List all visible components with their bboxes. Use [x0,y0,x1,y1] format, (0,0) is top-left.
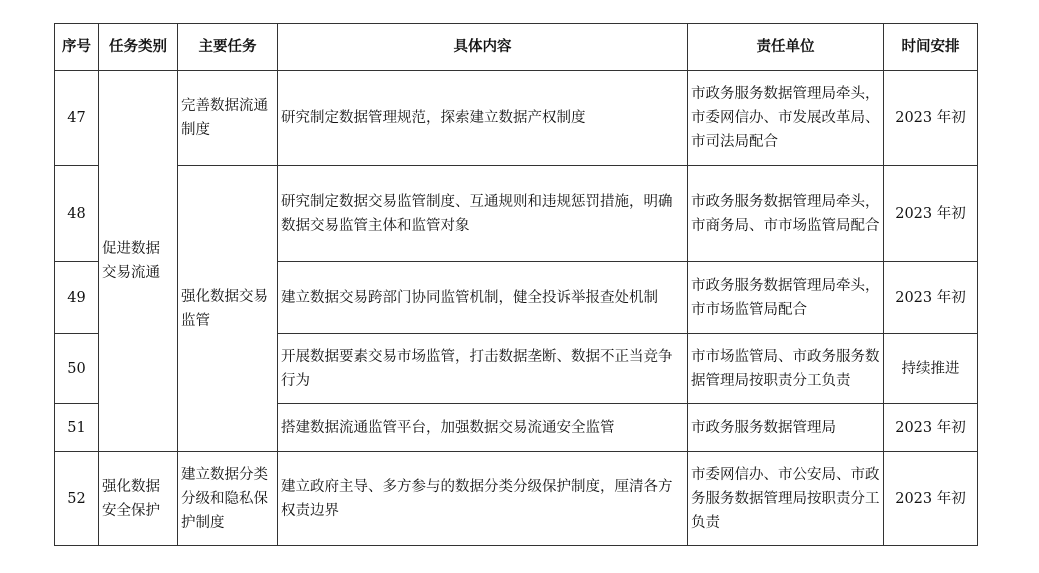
table-row [55,166,978,262]
content-cell: 研究制定数据交易监管制度、互通规则和违规惩罚措施，明确数据交易监管主体和监管对象 [278,166,688,262]
unit-cell: 市政务服务数据管理局牵头，市委网信办、市发展改革局、市司法局配合 [688,71,884,166]
row-number: 52 [55,452,99,546]
row-number: 49 [55,262,99,334]
content-cell: 研究制定数据管理规范，探索建立数据产权制度 [278,71,688,166]
header-num: 序号 [55,24,99,71]
unit-cell: 市委网信办、市公安局、市政务服务数据管理局按职责分工负责 [688,452,884,546]
header-unit: 责任单位 [688,24,884,71]
content-cell: 建立数据交易跨部门协同监管机制，健全投诉举报查处机制 [278,262,688,334]
task-cell: 完善数据流通制度 [178,71,278,166]
task-table [54,23,978,546]
time-cell: 2023 年初 [884,404,978,452]
task-cell: 强化数据交易监管 [178,166,278,452]
unit-cell: 市市场监管局、市政务服务数据管理局按职责分工负责 [688,334,884,404]
header-category: 任务类别 [99,24,178,71]
time-cell: 2023 年初 [884,452,978,546]
unit-cell: 市政务服务数据管理局牵头，市市场监管局配合 [688,262,884,334]
header-row [55,24,978,71]
category-cell: 强化数据安全保护 [99,452,178,546]
content-cell: 建立政府主导、多方参与的数据分类分级保护制度，厘清各方权责边界 [278,452,688,546]
header-task: 主要任务 [178,24,278,71]
time-cell: 持续推进 [884,334,978,404]
row-number: 50 [55,334,99,404]
unit-cell: 市政务服务数据管理局牵头，市商务局、市市场监管局配合 [688,166,884,262]
header-content: 具体内容 [278,24,688,71]
task-cell: 建立数据分类分级和隐私保护制度 [178,452,278,546]
header-time: 时间安排 [884,24,978,71]
category-cell: 促进数据交易流通 [99,71,178,452]
table-row [55,71,978,166]
table-row [55,452,978,546]
time-cell: 2023 年初 [884,262,978,334]
row-number: 47 [55,71,99,166]
content-cell: 开展数据要素交易市场监管，打击数据垄断、数据不正当竞争行为 [278,334,688,404]
time-cell: 2023 年初 [884,71,978,166]
content-cell: 搭建数据流通监管平台，加强数据交易流通安全监管 [278,404,688,452]
row-number: 51 [55,404,99,452]
time-cell: 2023 年初 [884,166,978,262]
unit-cell: 市政务服务数据管理局 [688,404,884,452]
row-number: 48 [55,166,99,262]
